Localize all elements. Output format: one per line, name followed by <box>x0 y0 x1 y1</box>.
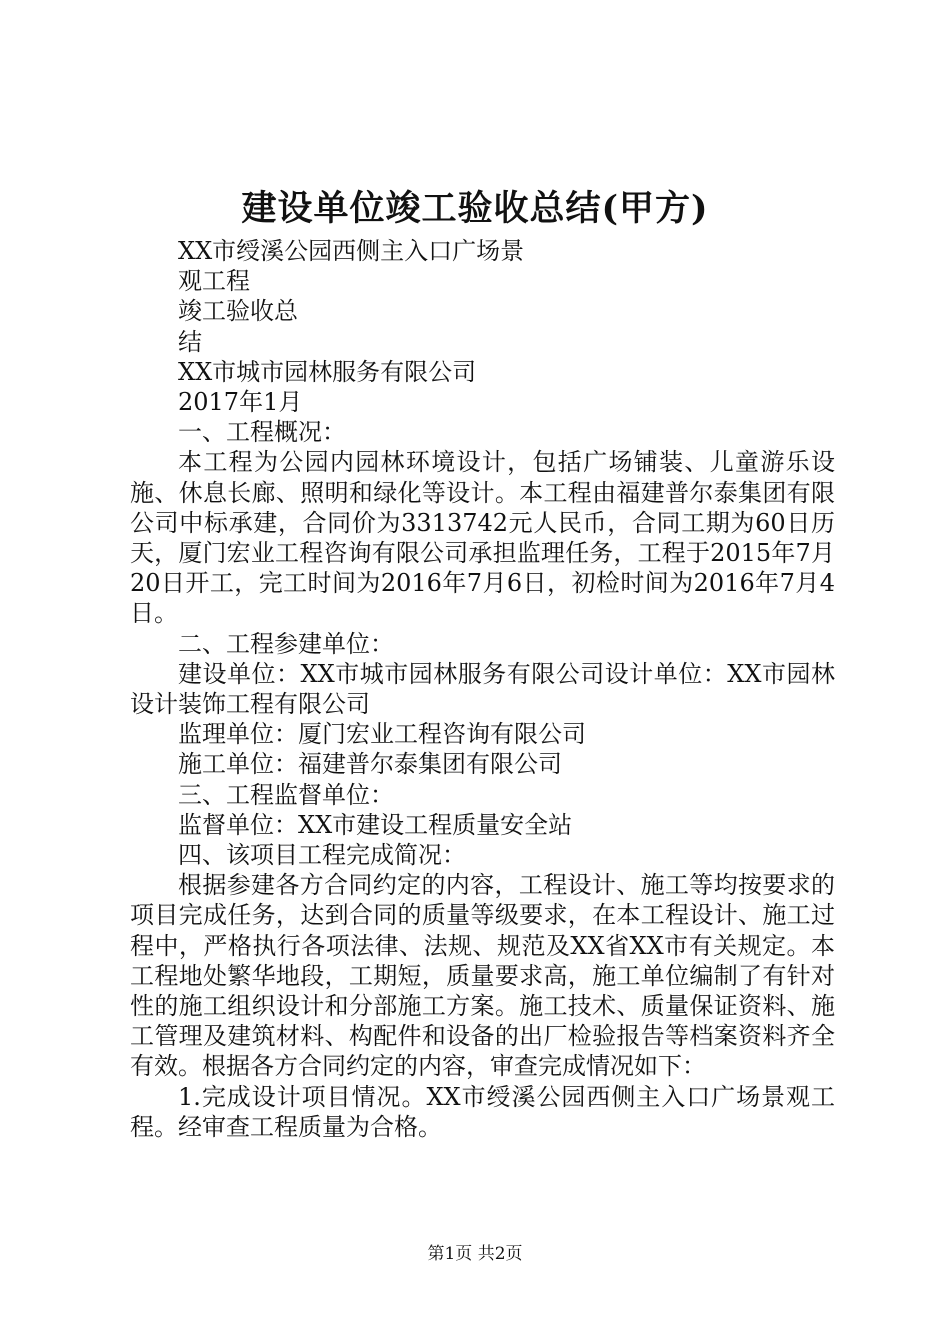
paragraph-overview: 本工程为公园内园林环境设计，包括广场铺装、儿童游乐设施、休息长廊、照明和绿化等设计。本工程由福建普尔泰集团有限公司中标承建，合同价为3313742元人民币，合同工期为60日历天，厦门宏业工程咨询有限公司承担监理任务，工程于2015年7月20日开工，完工时间为2016年7月6日，初检时间为2016年7月4日。 <box>130 448 835 628</box>
paragraph-oversight-unit: 监督单位：XX市建设工程质量安全站 <box>178 810 573 839</box>
document-title: 建设单位竣工验收总结(甲方) <box>241 188 709 229</box>
page-footer: 第1页 共2页 <box>427 1244 523 1264</box>
section-heading-overview: 一、工程概况： <box>178 418 346 447</box>
paragraph-builder-designer: 建设单位：XX市城市园林服务有限公司设计单位：XX市园林设计装饰工程有限公司 <box>130 659 835 719</box>
section-heading-oversight: 三、工程监督单位： <box>178 780 394 809</box>
paragraph-project-name-2: 观工程 <box>178 267 250 296</box>
paragraph-doc-type-2: 结 <box>178 327 202 356</box>
paragraph-doc-type-1: 竣工验收总 <box>178 297 298 326</box>
paragraph-design-completion: 1.完成设计项目情况。XX市绶溪公园西侧主入口广场景观工程。经审查工程质量为合格。 <box>130 1082 835 1141</box>
paragraph-organization: XX市城市园林服务有限公司 <box>178 357 477 386</box>
paragraph-contractor: 施工单位：福建普尔泰集团有限公司 <box>178 750 562 779</box>
paragraph-date: 2017年1月 <box>178 388 303 417</box>
section-heading-completion: 四、该项目工程完成简况： <box>178 841 466 870</box>
document-body <box>130 236 835 1142</box>
paragraph-completion: 根据参建各方合同约定的内容，工程设计、施工等均按要求的项目完成任务，达到合同的质量等级要求，在本工程设计、施工过程中，严格执行各项法律、法规、规范及XX省XX市有关规定。本工程地处繁华地段，工期短，质量要求高，施工单位编制了有针对性的施工组织设计和分部施工方案。施工技术、质量保证资料、施工管理及建筑材料、构配件和设备的出厂检验报告等档案资料齐全有效。根据各方合同约定的内容，审查完成情况如下： <box>130 871 835 1081</box>
paragraph-project-name-1: XX市绶溪公园西侧主入口广场景 <box>178 237 525 265</box>
section-heading-participants: 二、工程参建单位： <box>178 629 394 658</box>
paragraph-supervisor: 监理单位：厦门宏业工程咨询有限公司 <box>178 720 586 749</box>
